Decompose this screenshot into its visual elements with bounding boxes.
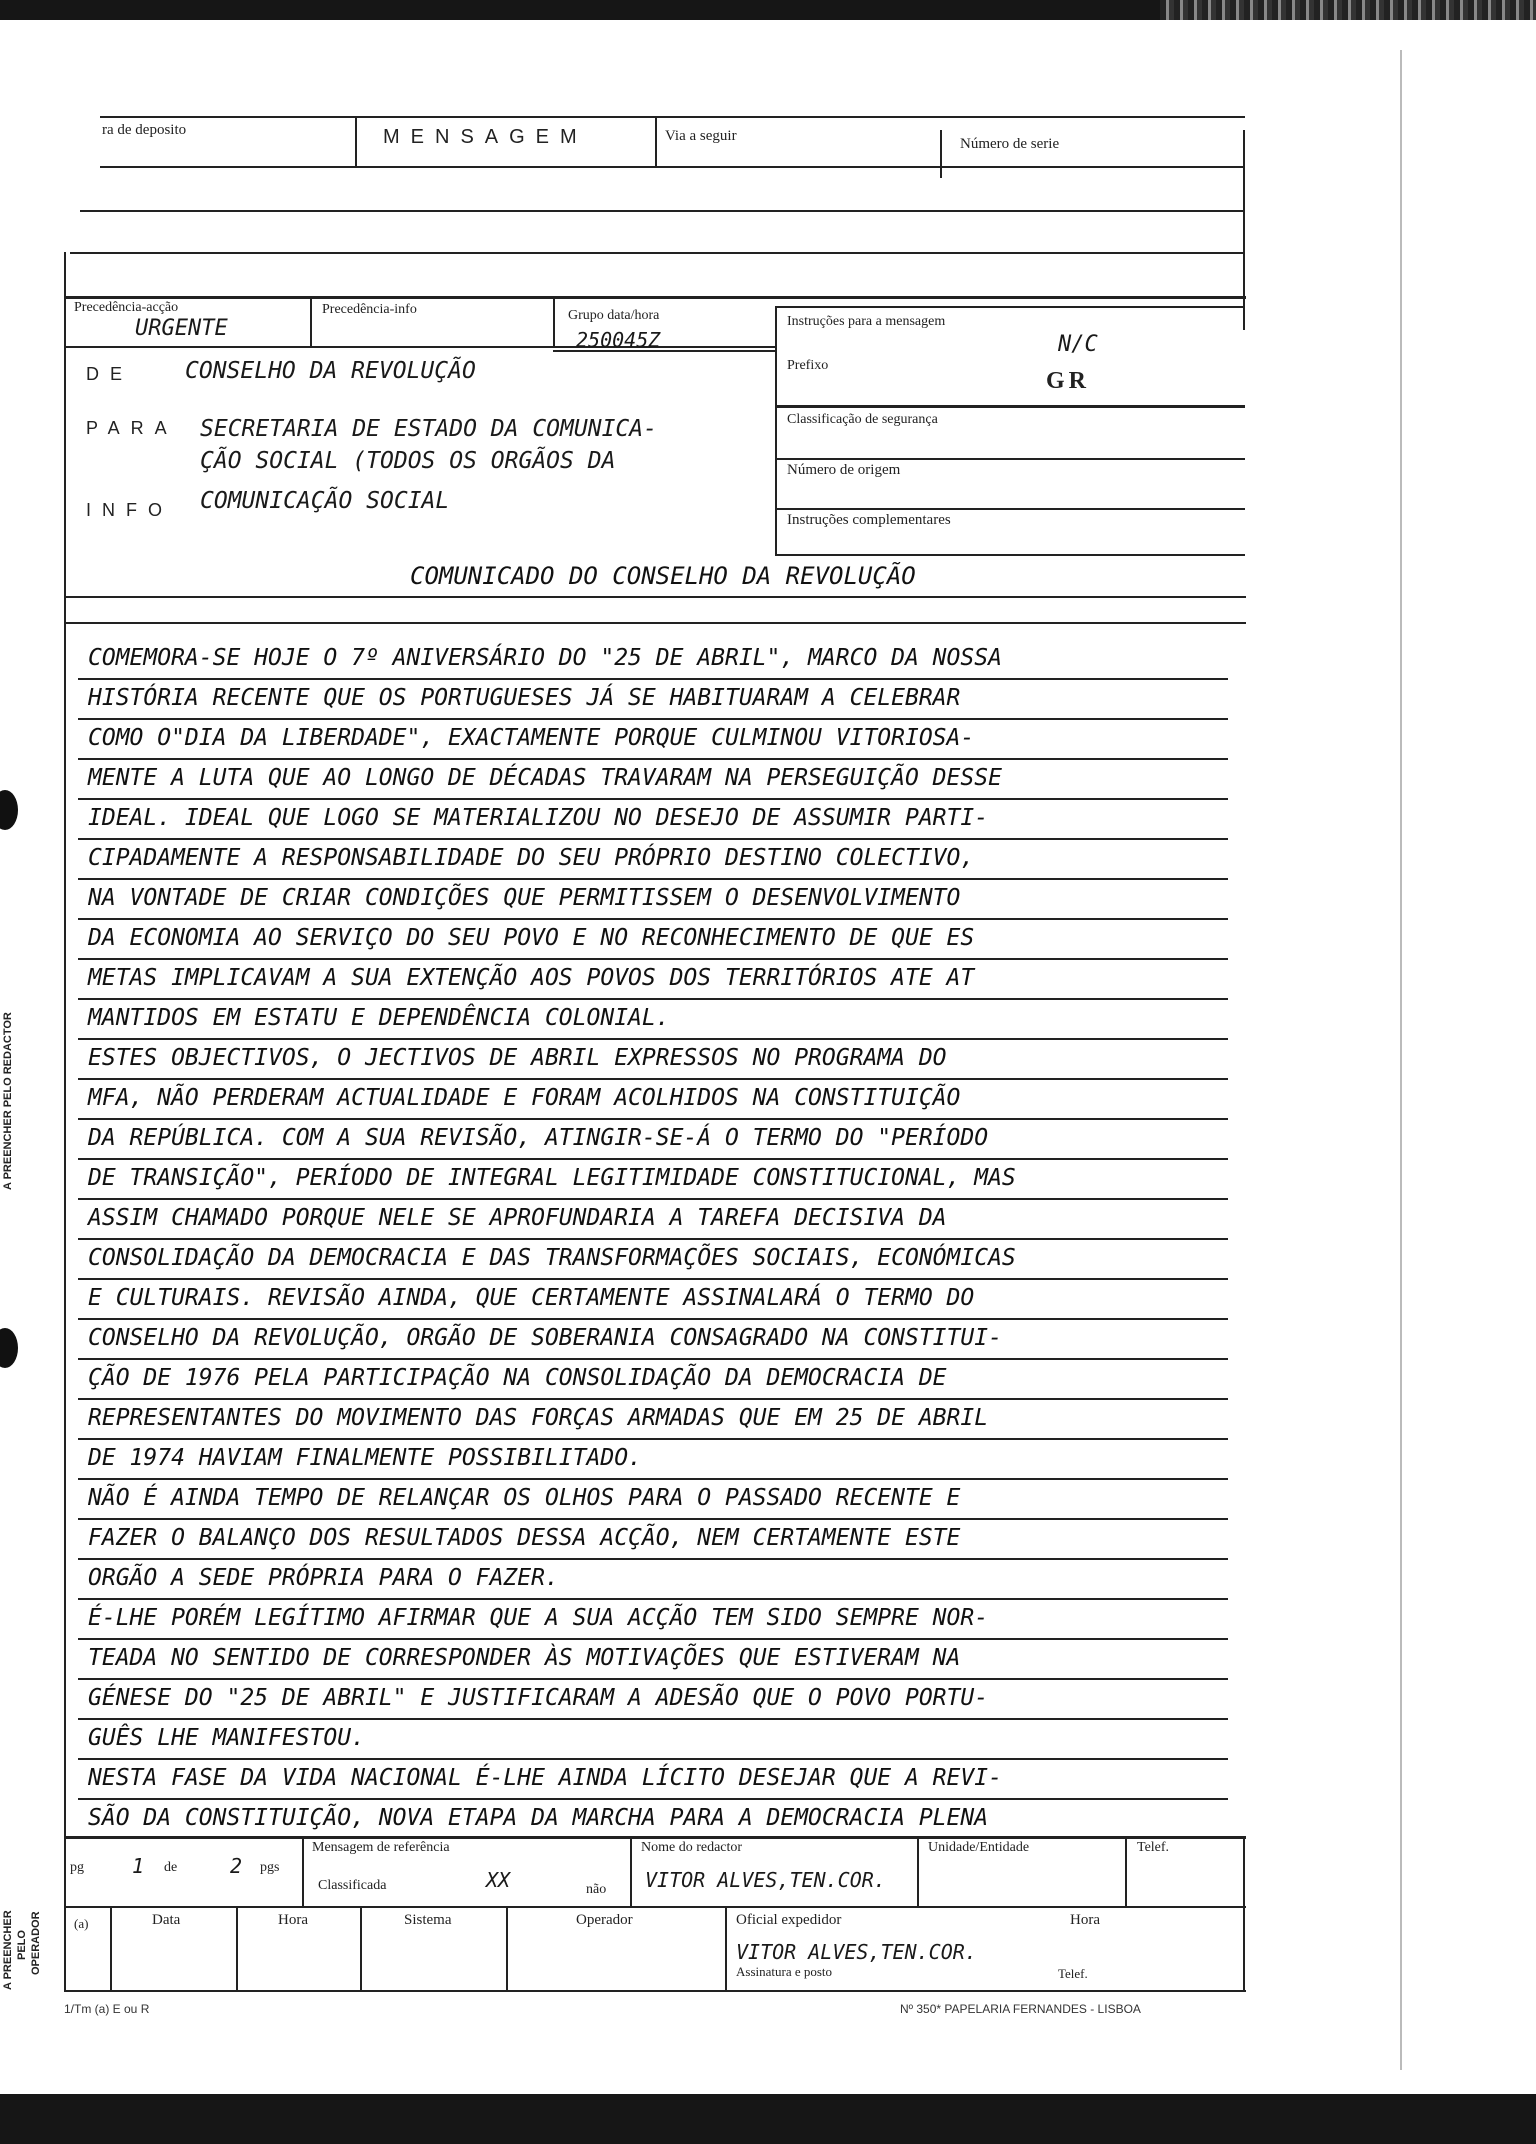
info-value: COMUNICAÇÃO SOCIAL [200,488,450,514]
via-label: Via a seguir [665,128,737,144]
body-line: NESTA FASE DA VIDA NACIONAL É-LHE AINDA LÍCITO DESEJAR QUE A REVI- [78,1760,1228,1800]
bottom-divider-pg [302,1836,304,1906]
body-line: E CULTURAIS. REVISÃO AINDA, QUE CERTAMENTE ASSINALARÁ O TERMO DO [78,1280,1228,1320]
blank-rule-1 [80,210,1245,212]
operador-label: Operador [576,1912,633,1928]
instrucoes-comp-bottom-rule [775,554,1245,556]
header-divider-3 [940,130,942,178]
para-label: PARA [86,418,178,438]
pg-value: 1 [132,1854,145,1878]
prec-accao-label: Precedência-acção [74,300,179,315]
operator-divider-operador [725,1906,727,1990]
prefixo-value: GR [1046,368,1090,394]
grupo-label: Grupo data/hora [568,308,660,323]
pgs-label: pgs [260,1860,280,1875]
serie-label: Número de serie [960,136,1060,152]
punch-hole-bottom [0,1328,18,1368]
body-line: ÇÃO DE 1976 PELA PARTICIPAÇÃO NA CONSOLIDAÇÃO DA DEMOCRACIA DE [78,1360,1228,1400]
nao-label: não [586,1882,607,1897]
ref-label: Mensagem de referência [312,1840,450,1855]
numero-origem-bottom-rule [775,508,1245,510]
body-line: COMO O"DIA DA LIBERDADE", EXACTAMENTE PORQUE CULMINOU VITORIOSA- [78,720,1228,760]
title-rule [66,596,1246,598]
header-divider-2 [655,116,657,168]
right-page-edge [1400,50,1402,2070]
operator-divider-hora [360,1906,362,1990]
bottom-divider-unidade [1125,1836,1127,1906]
de-value: CONSELHO DA REVOLUÇÃO [185,358,476,384]
body-line: SÃO DA CONSTITUIÇÃO, NOVA ETAPA DA MARCHA PARA A DEMOCRACIA PLENA [88,1805,989,1831]
body-line: CONSELHO DA REVOLUÇÃO, ORGÃO DE SOBERANIA CONSAGRADO NA CONSTITUI- [78,1320,1228,1360]
body-line: METAS IMPLICAVAM A SUA EXTENÇÃO AOS POVOS DOS TERRITÓRIOS ATE AT [78,960,1228,1000]
prec-info-label: Precedência-info [322,302,417,317]
hora-label: Hora [278,1912,308,1928]
precedence-divider-2 [553,296,555,346]
bottom-divider-ref [630,1836,632,1906]
body-line: IDEAL. IDEAL QUE LOGO SE MATERIALIZOU NO DESEJO DE ASSUMIR PARTI- [78,800,1228,840]
instrucoes-comp-label: Instruções complementares [787,512,951,528]
body-line: CIPADAMENTE A RESPONSABILIDADE DO SEU PRÓPRIO DESTINO COLECTIVO, [78,840,1228,880]
instrucoes-value: N/C [1058,332,1098,357]
header-bottom-rule [100,166,1245,168]
body-line: MENTE A LUTA QUE AO LONGO DE DÉCADAS TRAVARAM NA PERSEGUIÇÃO DESSE [78,760,1228,800]
body-line: TEADA NO SENTIDO DE CORRESPONDER ÀS MOTIVAÇÕES QUE ESTIVERAM NA [78,1640,1228,1680]
side-label-operador-1: A PREENCHER [2,1910,14,1990]
body-line: REPRESENTANTES DO MOVIMENTO DAS FORÇAS ARMADAS QUE EM 25 DE ABRIL [78,1400,1228,1440]
prefixo-label: Prefixo [787,358,829,373]
body-line: GÉNESE DO "25 DE ABRIL" E JUSTIFICARAM A ADESÃO QUE O POVO PORTU- [78,1680,1228,1720]
de-label: DE [86,364,134,384]
right-border-upper [1243,130,1245,330]
mensagem-label: MENSAGEM [383,126,588,148]
body-line: NÃO É AINDA TEMPO DE RELANÇAR OS OLHOS PARA O PASSADO RECENTE E [78,1480,1228,1520]
blank-rule-2 [70,252,1245,254]
hora-expedidor-label: Hora [1070,1912,1100,1928]
body-line: MFA, NÃO PERDERAM ACTUALIDADE E FORAM ACOLHIDOS NA CONSTITUIÇÃO [78,1080,1228,1120]
para-line-2: ÇÃO SOCIAL (TODOS OS ORGÃOS DA [200,448,616,474]
instrucoes-label: Instruções para a mensagem [787,314,946,329]
precedence-divider-1 [310,296,312,346]
body-line: COMEMORA-SE HOJE O 7º ANIVERSÁRIO DO "25 DE ABRIL", MARCO DA NOSSA [78,640,1228,680]
body-line: NA VONTADE DE CRIAR CONDIÇÕES QUE PERMITISSEM O DESENVOLVIMENTO [78,880,1228,920]
body-line: DA ECONOMIA AO SERVIÇO DO SEU POVO E NO RECONHECIMENTO DE QUE ES [78,920,1228,960]
classificacao-label: Classificação de segurança [787,412,938,427]
precedence-top-rule [66,296,1246,299]
sistema-label: Sistema [404,1912,452,1928]
side-label-redactor: A PREENCHER PELO REDACTOR [2,1012,14,1190]
grupo-value: 250045Z [576,328,661,352]
redactor-label: Nome do redactor [641,1840,743,1855]
pre-body-rule [66,622,1246,624]
prec-accao-value: URGENTE [135,316,228,341]
de-pages-value: 2 [230,1854,243,1878]
para-line-1: SECRETARIA DE ESTADO DA COMUNICA- [200,416,657,442]
prefixo-bottom-rule [775,405,1245,408]
bottom-divider-redactor [917,1836,919,1906]
right-panel-divider [775,306,777,556]
classificacao-bottom-rule [775,458,1245,460]
telef-expedidor-label: Telef. [1058,1966,1088,1981]
bottom-block-top-rule [64,1836,1246,1839]
message-title: COMUNICADO DO CONSELHO DA REVOLUÇÃO [410,562,916,590]
oficial-value: VITOR ALVES,TEN.COR. [736,1940,977,1964]
numero-origem-label: Número de origem [787,462,901,478]
a-label: (a) [74,1916,89,1931]
top-scan-edge [0,0,1536,20]
body-line: DA REPÚBLICA. COM A SUA REVISÃO, ATINGIR-SE-Á O TERMO DO "PERÍODO [78,1120,1228,1160]
footer-printer: Nº 350* PAPELARIA FERNANDES - LISBOA [900,2002,1141,2016]
telef-label: Telef. [1137,1840,1170,1855]
operator-divider-a [110,1906,112,1990]
deposit-label: ra de deposito [102,122,187,138]
body-line: ORGÃO A SEDE PRÓPRIA PARA O FAZER. [78,1560,1228,1600]
unidade-label: Unidade/Entidade [928,1840,1030,1855]
body-line: GUÊS LHE MANIFESTOU. [78,1720,1228,1760]
redactor-value: VITOR ALVES,TEN.COR. [645,1868,886,1892]
bottom-block-bottom-rule [64,1990,1246,1992]
right-border-lower [1243,1836,1245,1990]
body-line: ESTES OBJECTIVOS, O JECTIVOS DE ABRIL EXPRESSOS NO PROGRAMA DO [78,1040,1228,1080]
body-line: DE TRANSIÇÃO", PERÍODO DE INTEGRAL LEGITIMIDADE CONSTITUCIONAL, MAS [78,1160,1228,1200]
oficial-label: Oficial expedidor [736,1912,842,1928]
classificada-value: XX [486,1868,511,1892]
body-line: DE 1974 HAVIAM FINALMENTE POSSIBILITADO. [78,1440,1228,1480]
punch-hole-top [0,790,18,830]
body-line: HISTÓRIA RECENTE QUE OS PORTUGUESES JÁ SE HABITUARAM A CELEBRAR [78,680,1228,720]
precedence-bottom-rule [66,346,776,348]
body-line: É-LHE PORÉM LEGÍTIMO AFIRMAR QUE A SUA ACÇÃO TEM SIDO SEMPRE NOR- [78,1600,1228,1640]
side-label-operador-2: PELO [16,1930,28,1960]
footer-form-code: 1/Tm (a) E ou R [64,2002,150,2016]
operator-row-rule [64,1906,1246,1908]
operator-divider-data [236,1906,238,1990]
operator-divider-sistema [506,1906,508,1990]
body-line: CONSOLIDAÇÃO DA DEMOCRACIA E DAS TRANSFORMAÇÕES SOCIAIS, ECONÓMICAS [78,1240,1228,1280]
pg-label: pg [70,1860,84,1875]
bottom-scan-edge [0,2094,1536,2144]
body-line: FAZER O BALANÇO DOS RESULTADOS DESSA ACÇÃO, NEM CERTAMENTE ESTE [78,1520,1228,1560]
body-line: MANTIDOS EM ESTATU E DEPENDÊNCIA COLONIAL. [78,1000,1228,1040]
de-pages-label: de [164,1860,178,1875]
header-top-rule [100,116,1245,118]
info-label: INFO [86,500,173,520]
instrucoes-top-rule [775,306,1245,308]
message-body [66,640,1246,1840]
classificada-label: Classificada [318,1878,387,1893]
assinatura-label: Assinatura e posto [736,1964,833,1979]
header-divider-1 [355,116,357,168]
data-label: Data [152,1912,181,1928]
body-line: ASSIM CHAMADO PORQUE NELE SE APROFUNDARIA A TAREFA DECISIVA DA [78,1200,1228,1240]
side-label-operador-3: OPERADOR [30,1911,42,1975]
